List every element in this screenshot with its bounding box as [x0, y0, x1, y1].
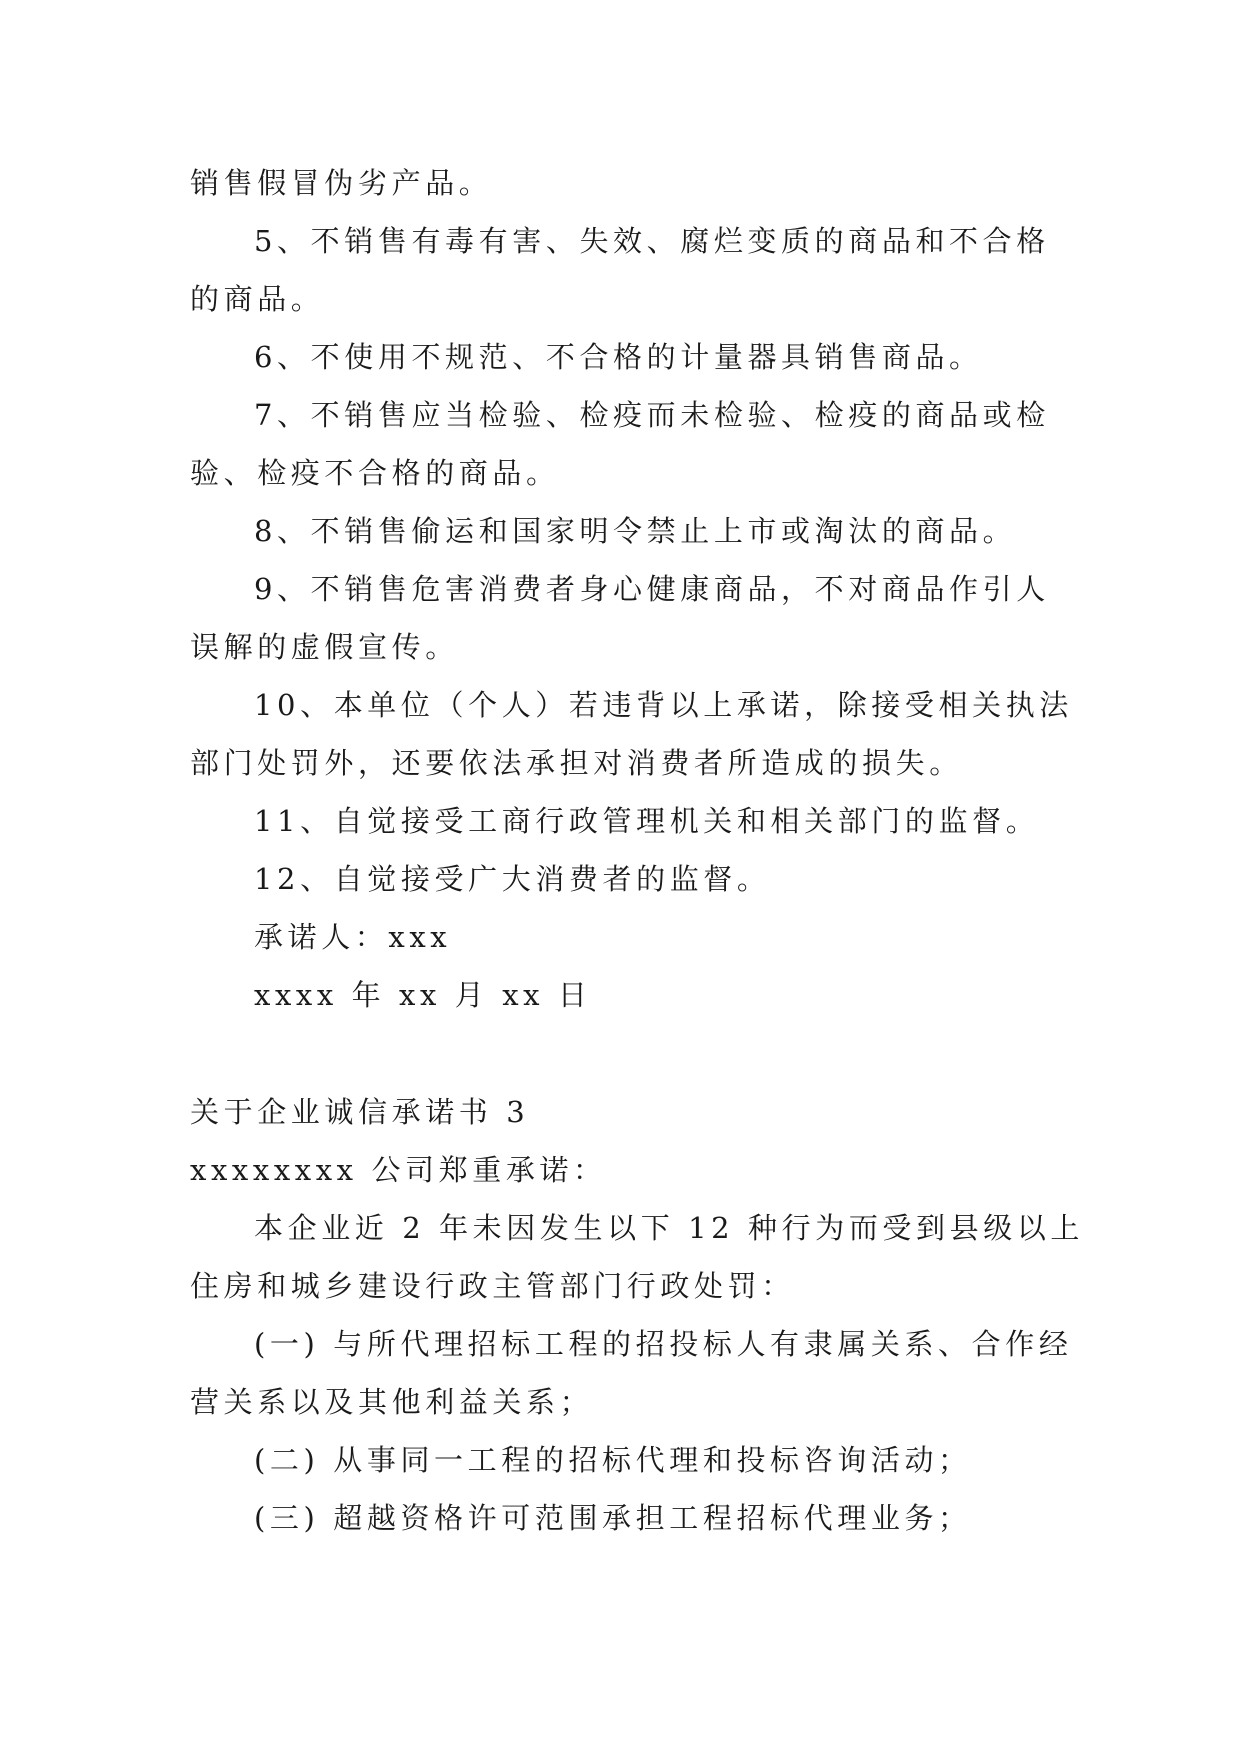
- text-line: 10、本单位（个人）若违背以上承诺，除接受相关执法: [254, 688, 1073, 722]
- text-line: 8、不销售偷运和国家明令禁止上市或淘汰的商品。: [254, 514, 1017, 548]
- text-line: 7、不销售应当检验、检疫而未检验、检疫的商品或检: [254, 398, 1050, 432]
- text-line: 本企业近 2 年未因发生以下 12 种行为而受到县级以上: [254, 1211, 1085, 1245]
- section-title: 关于企业诚信承诺书 3: [190, 1095, 530, 1129]
- text-line: 住房和城乡建设行政主管部门行政处罚：: [190, 1269, 795, 1303]
- text-line: 12、自觉接受广大消费者的监督。: [254, 862, 771, 896]
- text-line: 验、检疫不合格的商品。: [190, 456, 560, 490]
- date-line: xxxx 年 xx 月 xx 日: [254, 978, 592, 1012]
- text-line: 9、不销售危害消费者身心健康商品，不对商品作引人: [254, 572, 1050, 606]
- text-line: 误解的虚假宣传。: [190, 630, 459, 664]
- text-line: 部门处罚外，还要依法承担对消费者所造成的损失。: [190, 746, 963, 780]
- text-line: 11、自觉接受工商行政管理机关和相关部门的监督。: [254, 804, 1040, 838]
- text-line: 5、不销售有毒有害、失效、腐烂变质的商品和不合格: [254, 224, 1050, 258]
- text-line: 营关系以及其他利益关系；: [190, 1385, 594, 1419]
- text-line: 6、不使用不规范、不合格的计量器具销售商品。: [254, 340, 983, 374]
- text-line: (三) 超越资格许可范围承担工程招标代理业务；: [254, 1501, 972, 1535]
- text-line: (二) 从事同一工程的招标代理和投标咨询活动；: [254, 1443, 972, 1477]
- text-line: (一) 与所代理招标工程的招投标人有隶属关系、合作经: [254, 1327, 1073, 1361]
- text-line: 的商品。: [190, 282, 325, 316]
- text-line: xxxxxxxx 公司郑重承诺：: [190, 1153, 607, 1187]
- text-line: 销售假冒伪劣产品。: [190, 166, 493, 200]
- signatory-line: 承诺人：xxx: [254, 920, 452, 954]
